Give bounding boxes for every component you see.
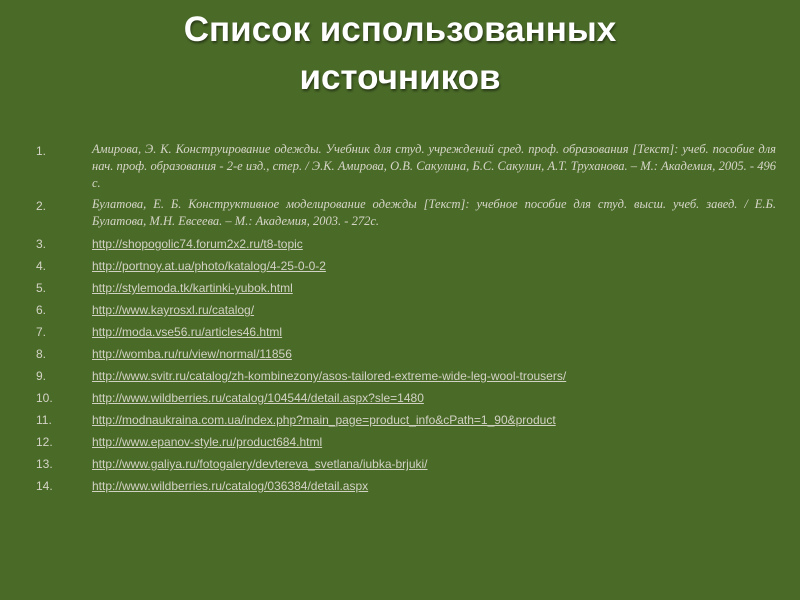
reference-number: 14.	[36, 479, 53, 493]
reference-link[interactable]: http://www.wildberries.ru/catalog/036384/detail.aspx	[92, 479, 369, 493]
reference-number: 4.	[36, 259, 47, 273]
reference-item	[36, 235, 776, 253]
reference-item	[36, 345, 776, 363]
reference-text: Булатова, Е. Б. Конструктивное моделирование одежды [Текст]: учебное пособие для студ. высш. учеб. завед. / Е.Б. Булатова, М.Н. Евсеева. – М.: Академия, 2003. - 272с.	[92, 197, 776, 228]
reference-item	[36, 141, 776, 192]
reference-item	[36, 367, 776, 385]
reference-link[interactable]: http://stylemoda.tk/kartinki-yubok.html	[92, 281, 293, 295]
reference-number: 7.	[36, 325, 47, 339]
reference-number: 5.	[36, 281, 47, 295]
reference-link[interactable]: http://www.kayrosxl.ru/catalog/	[92, 303, 255, 317]
reference-number: 13.	[36, 457, 53, 471]
reference-link[interactable]: http://portnoy.at.ua/photo/katalog/4-25-0-0-2	[92, 259, 326, 273]
reference-item	[36, 301, 776, 319]
reference-item	[36, 279, 776, 297]
reference-link[interactable]: http://womba.ru/ru/view/normal/11856	[92, 347, 292, 361]
reference-item	[36, 411, 776, 429]
reference-number: 3.	[36, 237, 47, 251]
slide-title-line-2: источников	[299, 58, 501, 97]
reference-link[interactable]: http://www.epanov-style.ru/product684.html	[92, 435, 323, 449]
reference-item	[36, 257, 776, 275]
reference-item	[36, 455, 776, 473]
reference-link[interactable]: http://shopogolic74.forum2x2.ru/t8-topic	[92, 237, 303, 251]
reference-list	[36, 141, 776, 499]
reference-item	[36, 389, 776, 407]
reference-link[interactable]: http://www.galiya.ru/fotogalery/devtereva_svetlana/iubka-brjuki/	[92, 457, 428, 471]
reference-number: 2.	[36, 199, 47, 213]
reference-number: 1.	[36, 144, 47, 158]
reference-number: 11.	[36, 413, 52, 427]
reference-number: 9.	[36, 369, 47, 383]
slide-title-line-1: Список использованных	[183, 10, 617, 49]
reference-item	[36, 433, 776, 451]
reference-link[interactable]: http://www.svitr.ru/catalog/zh-kombinezony/asos-tailored-extreme-wide-leg-wool-trousers/	[92, 369, 567, 383]
reference-number: 12.	[36, 435, 53, 449]
reference-link[interactable]: http://www.wildberries.ru/catalog/104544/detail.aspx?sle=1480	[92, 391, 424, 405]
reference-text: Амирова, Э. К. Конструирование одежды. Учебник для студ. учреждений сред. проф. образования [Текст]: учеб. пособие для нач. проф. образования - 2-е изд., стер. / Э.К. Амирова, О.В. Сакулина, Б.С. Сакулин, А.Т. Труханова. – М.: Академия, 2005. - 496 с.	[92, 142, 776, 190]
reference-item	[36, 196, 776, 230]
slide-title	[0, 6, 800, 102]
reference-item	[36, 323, 776, 341]
reference-number: 6.	[36, 303, 47, 317]
reference-number: 8.	[36, 347, 47, 361]
reference-link[interactable]: http://moda.vse56.ru/articles46.html	[92, 325, 283, 339]
reference-item	[36, 477, 776, 495]
reference-link[interactable]: http://modnaukraina.com.ua/index.php?main_page=product_info&cPath=1_90&product	[92, 413, 556, 427]
reference-number: 10.	[36, 391, 53, 405]
